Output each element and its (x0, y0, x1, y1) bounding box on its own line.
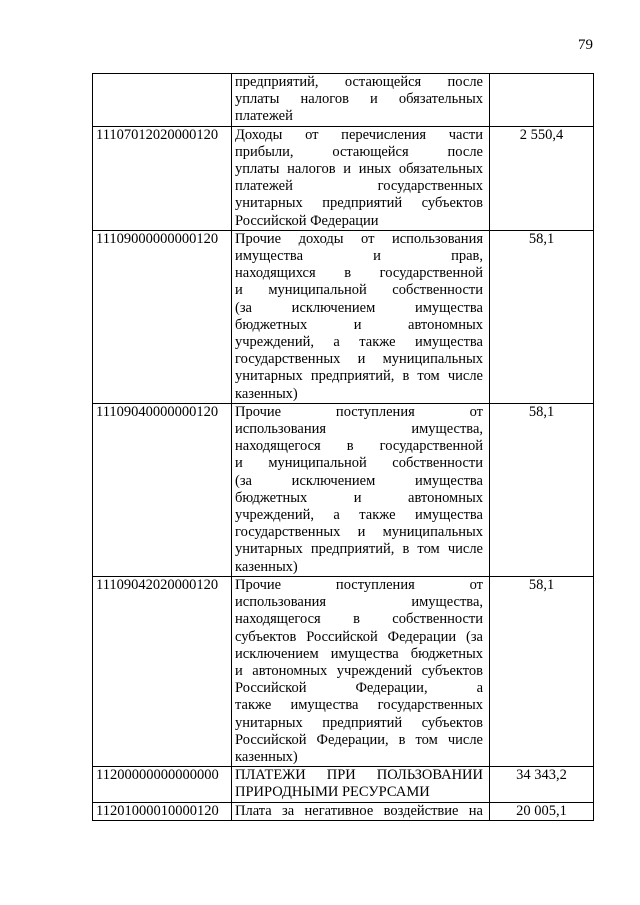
revenue-name-line: Доходы от перечисления части (235, 126, 483, 143)
revenue-name-line: унитарных предприятий субъектов (235, 195, 483, 212)
revenue-name-line: Прочие поступления от (235, 576, 483, 593)
table-row (93, 767, 594, 802)
revenue-name-line: использования имущества, (235, 594, 483, 611)
revenue-name-line: и муниципальной собственности (235, 282, 483, 299)
amount-cell (490, 74, 594, 127)
amount-cell: 58,1 (490, 230, 594, 403)
revenue-name-cell (232, 576, 490, 766)
revenue-name-line: уплаты налогов и обязательных (235, 91, 483, 108)
revenue-name-line: ПЛАТЕЖИ ПРИ ПОЛЬЗОВАНИИ (235, 767, 483, 784)
revenue-name-line: прибыли, остающейся после (235, 143, 483, 160)
budget-code-cell (93, 74, 232, 127)
revenue-name-line: находящегося в государственной (235, 438, 483, 455)
budget-code-cell: 11109042020000120 (93, 576, 232, 766)
revenue-name-line: бюджетных и автономных (235, 489, 483, 506)
revenue-name-cell (232, 802, 490, 820)
amount-cell: 58,1 (490, 576, 594, 766)
revenue-name-line: уплаты налогов и иных обязательных (235, 161, 483, 178)
revenue-name-line: унитарных предприятий субъектов (235, 714, 483, 731)
revenue-name-cell (232, 74, 490, 127)
budget-code-cell: 11107012020000120 (93, 126, 232, 230)
table-row (93, 230, 594, 403)
revenue-table (92, 73, 594, 821)
revenue-name-line: находящегося в собственности (235, 611, 483, 628)
revenue-name-line: учреждений, а также имущества (235, 334, 483, 351)
budget-code-cell: 11109040000000120 (93, 403, 232, 576)
revenue-name-line: использования имущества, (235, 421, 483, 438)
revenue-name-line: казенных) (235, 385, 298, 402)
revenue-name-cell (232, 230, 490, 403)
table-row (93, 802, 594, 820)
revenue-name-line: субъектов Российской Федерации (за (235, 628, 483, 645)
revenue-name-cell (232, 126, 490, 230)
revenue-name-cell (232, 403, 490, 576)
revenue-name-line: ПРИРОДНЫМИ РЕСУРСАМИ (235, 784, 430, 801)
revenue-name-line: исключением имущества бюджетных (235, 645, 483, 662)
table-row (93, 403, 594, 576)
revenue-name-line: унитарных предприятий, в том числе (235, 541, 483, 558)
budget-code-cell: 11109000000000120 (93, 230, 232, 403)
revenue-name-line: Плата за негативное воздействие на (235, 802, 483, 819)
revenue-name-line: Российской Федерации (235, 212, 379, 229)
table-body (93, 74, 594, 821)
revenue-name-line: (за исключением имущества (235, 299, 483, 316)
table-row (93, 74, 594, 127)
amount-cell: 58,1 (490, 403, 594, 576)
amount-cell: 34 343,2 (490, 767, 594, 802)
revenue-name-line: государственных и муниципальных (235, 524, 483, 541)
revenue-name-line: Российской Федерации, а (235, 680, 483, 697)
revenue-name-line: унитарных предприятий, в том числе (235, 368, 483, 385)
revenue-name-line: также имущества государственных (235, 697, 483, 714)
amount-cell: 20 005,1 (490, 802, 594, 820)
revenue-name-line: Прочие доходы от использования (235, 230, 483, 247)
revenue-name-line: казенных) (235, 748, 298, 765)
revenue-name-line: бюджетных и автономных (235, 316, 483, 333)
revenue-name-line: платежей (235, 108, 293, 125)
amount-cell: 2 550,4 (490, 126, 594, 230)
revenue-name-line: государственных и муниципальных (235, 351, 483, 368)
revenue-name-line: платежей государственных (235, 178, 483, 195)
revenue-name-line: (за исключением имущества (235, 472, 483, 489)
budget-code-cell: 11200000000000000 (93, 767, 232, 802)
revenue-name-cell (232, 767, 490, 802)
revenue-name-line: и муниципальной собственности (235, 455, 483, 472)
revenue-name-line: казенных) (235, 558, 298, 575)
table-row (93, 126, 594, 230)
page-number: 79 (578, 37, 593, 53)
revenue-name-line: учреждений, а также имущества (235, 507, 483, 524)
revenue-name-line: и автономных учреждений субъектов (235, 662, 483, 679)
revenue-name-line: Прочие поступления от (235, 403, 483, 420)
budget-code-cell: 11201000010000120 (93, 802, 232, 820)
revenue-name-line: Российской Федерации, в том числе (235, 731, 483, 748)
revenue-name-line: находящихся в государственной (235, 265, 483, 282)
revenue-name-line: имущества и прав, (235, 248, 483, 265)
revenue-name-line: предприятий, остающейся после (235, 74, 483, 90)
table-row (93, 576, 594, 766)
